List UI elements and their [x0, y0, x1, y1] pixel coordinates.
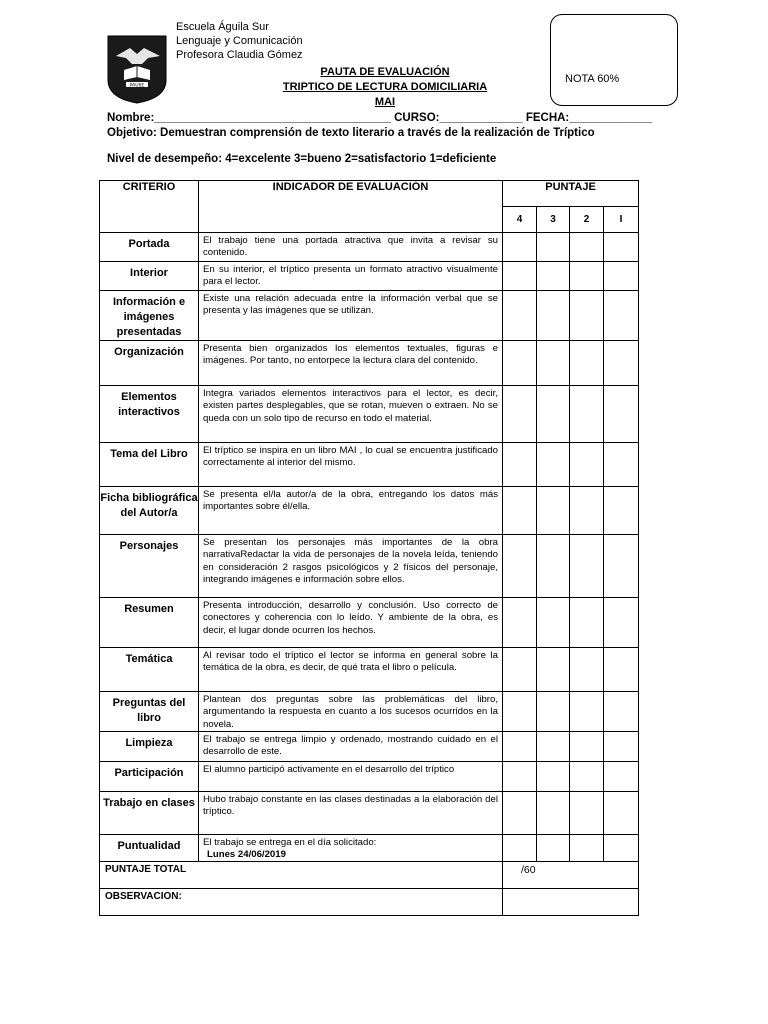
- score-cell[interactable]: [604, 731, 639, 761]
- observation-row: [100, 889, 639, 916]
- score-cell[interactable]: [570, 598, 604, 648]
- score-cell[interactable]: [604, 692, 639, 732]
- table-row: [100, 791, 639, 834]
- header-puntaje: PUNTAJE: [503, 181, 639, 207]
- criterion-portada: Portada: [100, 233, 199, 262]
- score-col-1: I: [604, 207, 639, 233]
- criterion-tema: Tema del Libro: [100, 443, 199, 487]
- indicator-puntualidad-text: El trabajo se entrega en el día solicitado:: [203, 836, 377, 848]
- score-cell[interactable]: [503, 791, 537, 834]
- score-cell[interactable]: [604, 791, 639, 834]
- table-row: [100, 386, 639, 443]
- table-row: [100, 535, 639, 598]
- score-cell[interactable]: [570, 341, 604, 386]
- indicator-trabajo: Hubo trabajo constante en las clases destinadas a la elaboración del tríptico.: [199, 791, 503, 834]
- school-name: Escuela Águila Sur: [176, 21, 269, 33]
- score-cell[interactable]: [570, 761, 604, 791]
- school-logo: [104, 34, 170, 104]
- score-cell[interactable]: [570, 233, 604, 262]
- score-cell[interactable]: [503, 834, 537, 862]
- score-cell[interactable]: [570, 487, 604, 535]
- score-cell[interactable]: [503, 731, 537, 761]
- teacher-name: Profesora Claudia Gómez: [176, 49, 303, 61]
- score-cell[interactable]: [537, 834, 570, 862]
- score-cell[interactable]: [604, 535, 639, 598]
- table-row: [100, 834, 639, 862]
- total-label: PUNTAJE TOTAL: [100, 862, 503, 889]
- score-cell[interactable]: [604, 386, 639, 443]
- criterion-elementos: Elementos interactivos: [100, 386, 199, 443]
- title-line-2: TRIPTICO DE LECTURA DOMICILIARIA: [282, 81, 488, 93]
- indicator-interior: En su interior, el tríptico presenta un formato atractivo visualmente para el lector.: [199, 262, 503, 291]
- grade-label: NOTA 60%: [565, 73, 620, 85]
- performance-levels: Nivel de desempeño: 4=excelente 3=bueno 2=satisfactorio 1=deficiente: [107, 153, 497, 165]
- score-cell[interactable]: [503, 443, 537, 487]
- criterion-informacion: Información e imágenes presentadas: [100, 291, 199, 341]
- title-line-3: MAI: [374, 96, 396, 108]
- score-cell[interactable]: [537, 692, 570, 732]
- table-row: [100, 598, 639, 648]
- indicator-portada: El trabajo tiene una portada atractiva que invita a revisar su contenido.: [199, 233, 503, 262]
- indicator-personajes: Se presentan los personajes más importantes de la obra narrativaRedactar la vida de personajes de la novela leída, teniendo en consideración 2 rasgos psicológicos y 2 físicos del personaje, integrando imágenes e información sobre ellos.: [199, 535, 503, 598]
- indicator-elementos: Integra variados elementos interactivos para el lector, es decir, existen partes desplegables, que se rotan, mueven o extraen. No se queda con un solo tipo de recurso en todo el material.: [199, 386, 503, 443]
- table-row: [100, 233, 639, 262]
- score-cell[interactable]: [604, 341, 639, 386]
- score-cell[interactable]: [503, 291, 537, 341]
- table-row: [100, 648, 639, 692]
- score-cell[interactable]: [570, 386, 604, 443]
- score-cell[interactable]: [570, 692, 604, 732]
- title-line-1: PAUTA DE EVALUACIÓN: [320, 66, 450, 78]
- indicator-limpieza: El trabajo se entrega limpio y ordenado, mostrando cuidado en el desarrollo de este.: [199, 731, 503, 761]
- indicator-puntualidad: [199, 834, 503, 862]
- score-cell[interactable]: [570, 834, 604, 862]
- indicator-organizacion: Presenta bien organizados los elementos textuales, figuras e imágenes. Por tanto, no entorpece la lectura clara del contenido.: [199, 341, 503, 386]
- score-cell[interactable]: [604, 291, 639, 341]
- score-cell[interactable]: [570, 443, 604, 487]
- score-cell[interactable]: [503, 535, 537, 598]
- header-indicador: INDICADOR DE EVALUACIÓN: [199, 181, 503, 233]
- score-cell[interactable]: [604, 648, 639, 692]
- indicator-resumen: Presenta introducción, desarrollo y conclusión. Uso correcto de conectores y coherencia con lo leído. Y ambiente de la obra, es decir, el lugar donde ocurren los hechos.: [199, 598, 503, 648]
- score-cell[interactable]: [570, 262, 604, 291]
- score-cell[interactable]: [570, 535, 604, 598]
- indicator-tema: El tríptico se inspira en un libro MAI , lo cual se encuentra justificado correctamente al interior del mismo.: [199, 443, 503, 487]
- total-value[interactable]: /60: [503, 862, 639, 889]
- indicator-informacion: Existe una relación adecuada entre la información verbal que se presenta y las imágenes que se utilizan.: [199, 291, 503, 341]
- criterion-personajes: Personajes: [100, 535, 199, 598]
- student-fields-line: Nombre:_____________________________________ CURSO:_____________ FECHA:_____________: [107, 112, 653, 124]
- score-cell[interactable]: [537, 487, 570, 535]
- criterion-interior: Interior: [100, 262, 199, 291]
- objective-text: Objetivo: Demuestran comprensión de texto literario a través de la realización de Tríptico: [107, 127, 595, 139]
- score-cell[interactable]: [503, 648, 537, 692]
- due-date: Lunes 24/06/2019: [207, 849, 286, 861]
- table-row: [100, 487, 639, 535]
- score-col-2: 2: [570, 207, 604, 233]
- table-row: [100, 291, 639, 341]
- score-cell[interactable]: [537, 443, 570, 487]
- score-cell[interactable]: [537, 262, 570, 291]
- score-cell[interactable]: [604, 598, 639, 648]
- table-row: [100, 262, 639, 291]
- indicator-ficha: Se presenta el/la autor/a de la obra, entregando los datos más importantes sobre él/ella.: [199, 487, 503, 535]
- score-cell[interactable]: [604, 233, 639, 262]
- score-cell[interactable]: [503, 262, 537, 291]
- score-cell[interactable]: [503, 341, 537, 386]
- score-cell[interactable]: [537, 341, 570, 386]
- school-header: [176, 20, 303, 62]
- score-cell[interactable]: [537, 535, 570, 598]
- score-cell[interactable]: [604, 443, 639, 487]
- criterion-tematica: Temática: [100, 648, 199, 692]
- table-row: [100, 341, 639, 386]
- subject-name: Lenguaje y Comunicación: [176, 35, 303, 47]
- criterion-puntualidad: Puntualidad: [100, 834, 199, 862]
- score-cell[interactable]: [537, 648, 570, 692]
- score-cell[interactable]: [604, 834, 639, 862]
- score-cell[interactable]: [537, 233, 570, 262]
- observation-label: OBSERVACION:: [100, 889, 503, 916]
- table-header-row: [100, 181, 639, 207]
- table-row: [100, 692, 639, 732]
- criterion-trabajo: Trabajo en clases: [100, 791, 199, 834]
- score-cell[interactable]: [570, 291, 604, 341]
- score-cell[interactable]: [537, 791, 570, 834]
- criterion-participacion: Participación: [100, 761, 199, 791]
- score-cell[interactable]: [570, 731, 604, 761]
- table-row: [100, 443, 639, 487]
- score-cell[interactable]: [537, 598, 570, 648]
- score-col-4: 4: [503, 207, 537, 233]
- total-row: [100, 862, 639, 889]
- score-cell[interactable]: [537, 291, 570, 341]
- table-row: [100, 761, 639, 791]
- score-col-3: 3: [537, 207, 570, 233]
- score-cell[interactable]: [604, 262, 639, 291]
- criterion-preguntas: Preguntas del libro: [100, 692, 199, 732]
- score-cell[interactable]: [537, 386, 570, 443]
- indicator-tematica: Al revisar todo el tríptico el lector se informa en general sobre la temática de la obra, es decir, de qué trata el libro o película.: [199, 648, 503, 692]
- score-cell[interactable]: [537, 731, 570, 761]
- indicator-preguntas: Plantean dos preguntas sobre las problemáticas del libro, argumentando la respuesta en cuanto a los sucesos ocurridos en la novela.: [199, 692, 503, 732]
- criterion-organizacion: Organización: [100, 341, 199, 386]
- table-row: [100, 731, 639, 761]
- score-cell[interactable]: [537, 761, 570, 791]
- score-cell[interactable]: [503, 386, 537, 443]
- criterion-limpieza: Limpieza: [100, 731, 199, 761]
- header-criterio: CRITERIO: [100, 181, 199, 233]
- logo-motto: PAUSE: [129, 83, 145, 89]
- score-cell[interactable]: [570, 648, 604, 692]
- score-cell[interactable]: [604, 761, 639, 791]
- criterion-resumen: Resumen: [100, 598, 199, 648]
- score-cell[interactable]: [503, 761, 537, 791]
- indicator-participacion: El alumno participó activamente en el desarrollo del tríptico: [199, 761, 503, 791]
- score-cell[interactable]: [570, 791, 604, 834]
- rubric-table: [99, 180, 639, 916]
- criterion-ficha: Ficha bibliográfica del Autor/a: [100, 487, 199, 535]
- observation-cell[interactable]: [503, 889, 639, 916]
- grade-box: [550, 14, 678, 106]
- score-cell[interactable]: [604, 487, 639, 535]
- score-cell[interactable]: [503, 487, 537, 535]
- score-cell[interactable]: [503, 598, 537, 648]
- score-cell[interactable]: [503, 233, 537, 262]
- score-cell[interactable]: [503, 692, 537, 732]
